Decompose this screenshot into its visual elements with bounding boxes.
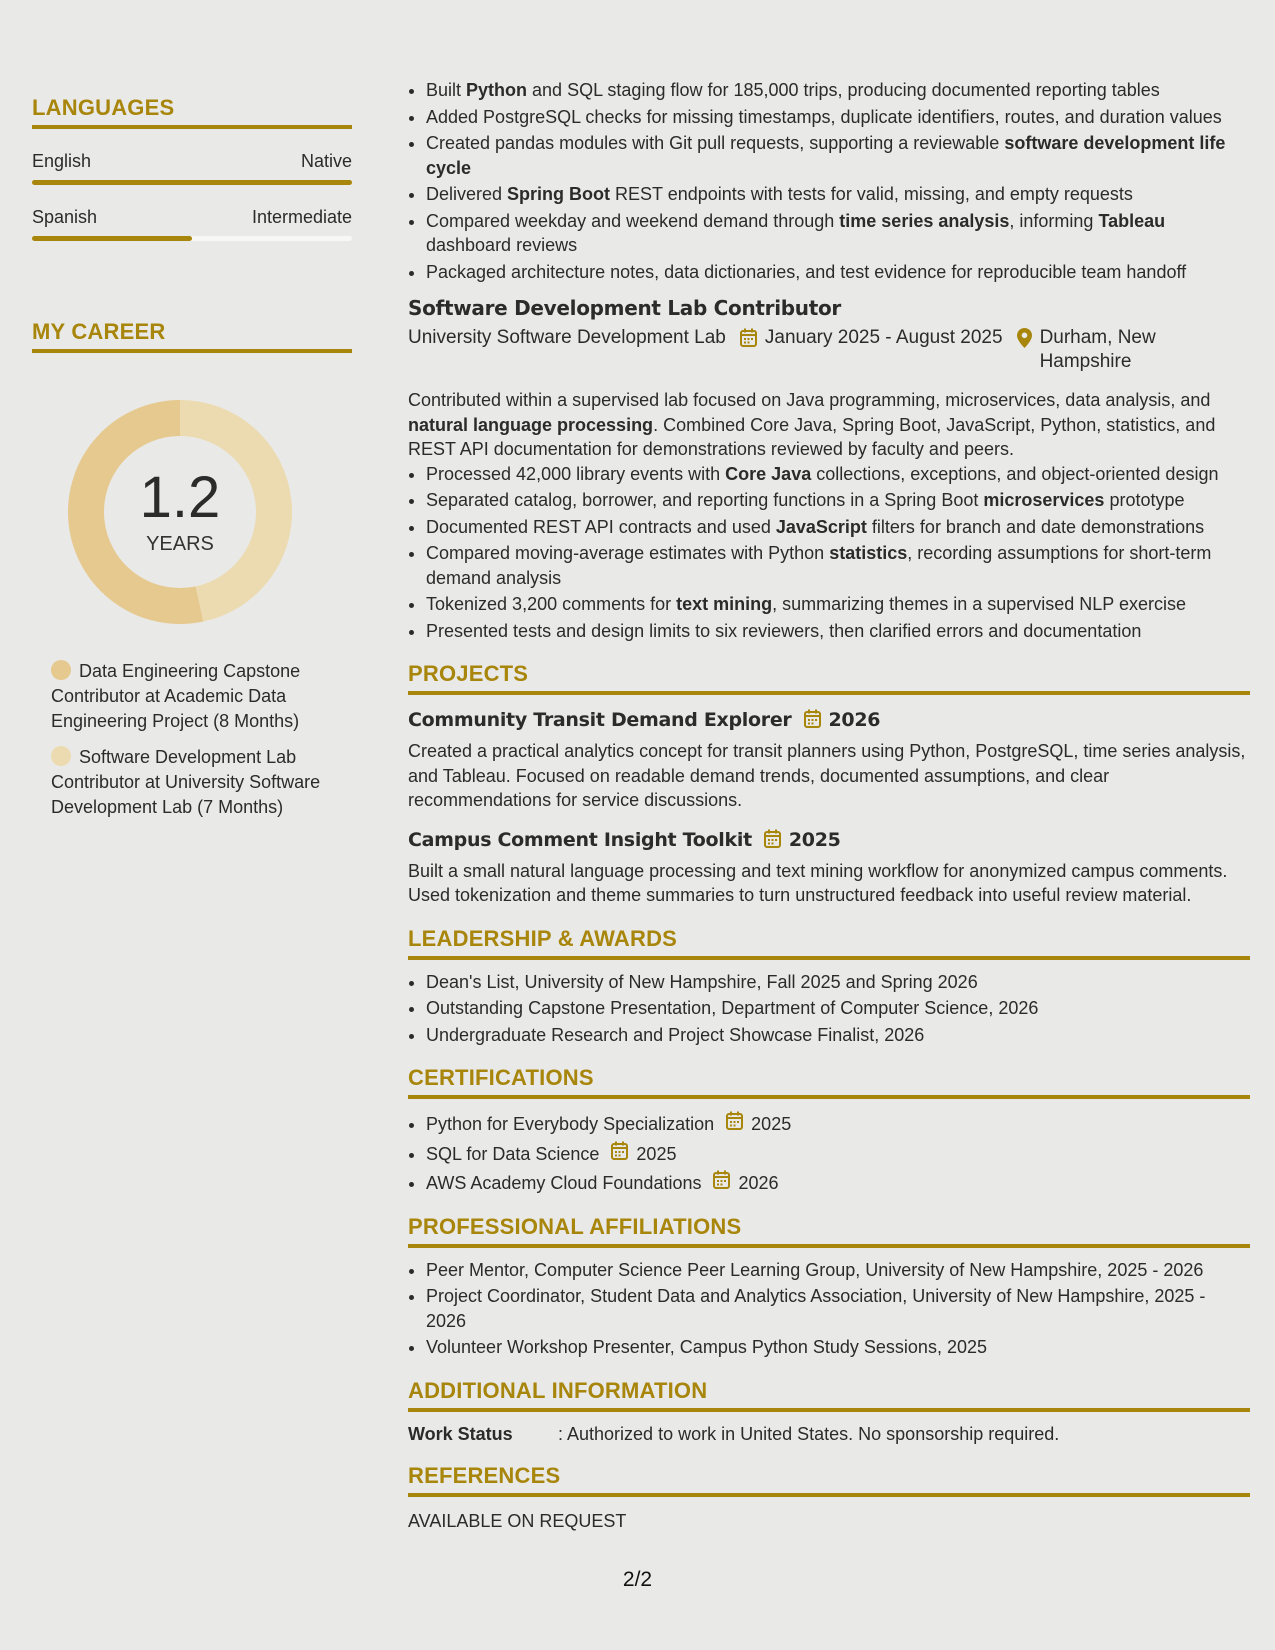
job-title: Software Development Lab Contributor bbox=[408, 296, 841, 320]
text-run: Delivered bbox=[426, 184, 508, 204]
text-run: Added PostgreSQL checks for missing timestamps, duplicate identifiers, routes, and duration values bbox=[426, 106, 1222, 127]
text-run: Built bbox=[426, 80, 467, 100]
work-status-label: Work Status bbox=[408, 1423, 513, 1444]
job-dates: January 2025 - August 2025 bbox=[740, 326, 1003, 374]
career-legend-label: Data Engineering Capstone Contributor at Academic Data Engineering Project (8 Months) bbox=[51, 661, 301, 731]
text-run: prototype bbox=[1104, 490, 1185, 510]
awards-section bbox=[408, 926, 1250, 1048]
calendar-icon bbox=[726, 1111, 743, 1137]
certification-name: SQL for Data Science bbox=[426, 1143, 600, 1164]
project-description: Created a practical analytics concept for transit planners using Python, PostgreSQL, time series analysis, and Tableau. Focused on readable demand trends, documented assumptions, and clear recommendations for service discussions. bbox=[408, 741, 1246, 810]
career-legend bbox=[32, 659, 322, 820]
career-legend-label: Software Development Lab Contributor at University Software Development Lab (7 Months) bbox=[51, 747, 321, 817]
job-description bbox=[408, 388, 1250, 462]
text-run: and SQL staging flow for 185,000 trips, producing documented reporting tables bbox=[527, 80, 1160, 100]
project-year-text: 2025 bbox=[788, 828, 841, 851]
list-item: • Peer Mentor, Computer Science Peer Learning Group, University of New Hampshire, 2025 - 2026 bbox=[426, 1258, 1250, 1283]
text-run: Contributed within a supervised lab focused on Java programming, microservices, data analysis, and bbox=[408, 390, 1211, 410]
location-pin-icon bbox=[1017, 328, 1032, 355]
language-proficiency-bar bbox=[32, 236, 352, 241]
legend-dot-icon bbox=[51, 660, 71, 680]
work-status-row bbox=[408, 1424, 1250, 1445]
language-item bbox=[32, 207, 352, 241]
text-run: Separated catalog, borrower, and reporting functions in a Spring Boot bbox=[426, 490, 984, 510]
work-status-value: : Authorized to work in United States. No sponsorship required. bbox=[558, 1423, 1060, 1444]
experience-2-bullets bbox=[408, 462, 1250, 644]
certification-item bbox=[426, 1139, 1250, 1167]
certifications-heading: CERTIFICATIONS bbox=[408, 1065, 1250, 1099]
project-year-text: 2026 bbox=[828, 709, 881, 731]
list-item bbox=[426, 488, 1250, 513]
certification-year bbox=[726, 1114, 791, 1134]
affiliations-section bbox=[408, 1214, 1250, 1360]
text-run: Tokenized 3,200 comments for bbox=[426, 594, 677, 614]
list-item bbox=[426, 592, 1250, 617]
references-text: AVAILABLE ON REQUEST bbox=[408, 1510, 627, 1531]
career-total-years: 1.2 bbox=[139, 465, 221, 530]
list-item bbox=[426, 209, 1250, 258]
list-item: • Undergraduate Research and Project Showcase Finalist, 2026 bbox=[426, 1023, 1250, 1048]
bold-text: microservices bbox=[983, 490, 1105, 510]
list-item bbox=[426, 182, 1250, 207]
languages-list bbox=[32, 151, 352, 241]
certification-item bbox=[426, 1168, 1250, 1196]
affiliations-heading: PROFESSIONAL AFFILIATIONS bbox=[408, 1214, 1250, 1248]
text-run: Created pandas modules with Git pull requests, supporting a reviewable bbox=[426, 133, 1005, 153]
certification-year bbox=[611, 1144, 676, 1164]
text-run: Packaged architecture notes, data dictionaries, and test evidence for reproducible team handoff bbox=[426, 261, 1187, 282]
bold-text: Tableau bbox=[1098, 210, 1166, 231]
language-proficiency-fill bbox=[32, 236, 192, 241]
projects-list bbox=[408, 707, 1250, 908]
bold-text: time series analysis bbox=[839, 210, 1010, 231]
career-legend-item bbox=[51, 659, 322, 734]
bold-text: Core Java bbox=[725, 463, 812, 484]
bold-text: software development life cycle bbox=[426, 133, 1226, 178]
list-item: • Volunteer Workshop Presenter, Campus Python Study Sessions, 2025 bbox=[426, 1335, 1250, 1360]
list-item: • Outstanding Capstone Presentation, Department of Computer Science, 2026 bbox=[426, 996, 1250, 1021]
text-run: REST endpoints with tests for valid, missing, and empty requests bbox=[610, 184, 1133, 204]
calendar-icon bbox=[713, 1170, 730, 1196]
awards-heading: LEADERSHIP & AWARDS bbox=[408, 926, 1250, 960]
calendar-icon bbox=[764, 829, 781, 853]
additional-heading: ADDITIONAL INFORMATION bbox=[408, 1378, 1250, 1412]
bold-text: natural language processing bbox=[408, 414, 654, 435]
career-heading: MY CAREER bbox=[32, 319, 352, 353]
project-year bbox=[764, 827, 841, 853]
experience-1-bullets bbox=[408, 78, 1250, 284]
bold-text: JavaScript bbox=[775, 516, 867, 537]
text-run: filters for branch and date demonstrations bbox=[866, 516, 1205, 537]
text-run: Compared weekday and weekend demand through bbox=[426, 210, 840, 231]
text-run: dashboard reviews bbox=[426, 235, 578, 255]
job-location: Durham, New Hampshire bbox=[1017, 326, 1190, 374]
text-run: , informing bbox=[1009, 210, 1099, 231]
career-years-label: YEARS bbox=[146, 533, 214, 555]
certification-name: AWS Academy Cloud Foundations bbox=[426, 1173, 702, 1193]
list-item bbox=[426, 619, 1250, 644]
certification-year-text: 2025 bbox=[751, 1114, 792, 1134]
project-year bbox=[804, 707, 881, 733]
project-description: Built a small natural language processing and text mining workflow for anonymized campus comments. Used tokenization and theme summaries to turn unstructured feedback into useful review material. bbox=[408, 860, 1228, 905]
calendar-icon bbox=[740, 328, 757, 354]
list-item bbox=[426, 541, 1250, 590]
projects-heading: PROJECTS bbox=[408, 661, 1250, 695]
list-item bbox=[426, 515, 1250, 540]
text-run: Documented REST API contracts and used bbox=[426, 516, 776, 537]
text-run: Processed 42,000 library events with bbox=[426, 463, 726, 484]
list-item bbox=[426, 131, 1250, 180]
certification-name: Python for Everybody Specialization bbox=[426, 1114, 715, 1134]
calendar-icon bbox=[611, 1141, 628, 1167]
calendar-icon bbox=[804, 709, 821, 733]
career-donut-chart bbox=[65, 397, 295, 627]
job-meta bbox=[408, 326, 1250, 374]
left-column bbox=[32, 95, 352, 831]
additional-section bbox=[408, 1378, 1250, 1445]
language-name: Spanish bbox=[32, 207, 98, 227]
bold-text: text mining bbox=[676, 594, 773, 614]
project-name: Campus Comment Insight Toolkit bbox=[408, 828, 752, 851]
languages-heading: LANGUAGES bbox=[32, 95, 352, 129]
language-proficiency-bar bbox=[32, 180, 352, 185]
list-item: • Dean's List, University of New Hampshire, Fall 2025 and Spring 2026 bbox=[426, 970, 1250, 995]
list-item bbox=[426, 260, 1250, 285]
bold-text: Python bbox=[466, 80, 528, 100]
references-section bbox=[408, 1463, 1250, 1532]
projects-section bbox=[408, 661, 1250, 908]
text-run: collections, exceptions, and object-oriented design bbox=[811, 463, 1219, 484]
project-name: Community Transit Demand Explorer bbox=[408, 709, 792, 731]
list-item bbox=[426, 78, 1250, 103]
list-item bbox=[426, 462, 1250, 487]
language-name: English bbox=[32, 151, 92, 171]
language-row bbox=[32, 151, 352, 172]
language-item bbox=[32, 151, 352, 185]
affiliations-list bbox=[408, 1258, 1250, 1360]
project-title bbox=[408, 707, 1250, 733]
text-run: , recording assumptions for short-term demand analysis bbox=[426, 543, 1212, 588]
legend-dot-icon bbox=[51, 746, 71, 766]
text-run: Presented tests and design limits to six reviewers, then clarified errors and documentation bbox=[426, 620, 1142, 641]
certification-year-text: 2025 bbox=[636, 1143, 677, 1164]
career-legend-item bbox=[51, 745, 322, 820]
language-level: Intermediate bbox=[251, 207, 352, 227]
certification-year bbox=[713, 1173, 778, 1193]
list-item: • Project Coordinator, Student Data and Analytics Association, University of New Hampshire, 2025 - 2026 bbox=[426, 1284, 1250, 1333]
bold-text: statistics bbox=[829, 543, 908, 563]
list-item bbox=[426, 105, 1250, 130]
job-organization: University Software Development Lab bbox=[408, 327, 726, 348]
awards-list bbox=[408, 970, 1250, 1048]
language-proficiency-fill bbox=[32, 180, 352, 185]
certifications-list bbox=[408, 1109, 1250, 1196]
certifications-section bbox=[408, 1065, 1250, 1196]
bold-text: Spring Boot bbox=[507, 184, 611, 204]
certification-year-text: 2026 bbox=[738, 1173, 779, 1193]
text-run: , summarizing themes in a supervised NLP exercise bbox=[772, 594, 1186, 614]
right-column bbox=[408, 78, 1250, 1532]
page-number: 2/2 bbox=[622, 1568, 653, 1591]
language-level: Native bbox=[300, 151, 352, 171]
project-title bbox=[408, 827, 1250, 853]
language-row bbox=[32, 207, 352, 228]
references-heading: REFERENCES bbox=[408, 1463, 1250, 1497]
text-run: . Combined Core Java, Spring Boot, JavaScript, Python, statistics, and REST API documentation for demonstrations reviewed by faculty and peers. bbox=[408, 414, 1216, 459]
certification-item bbox=[426, 1109, 1250, 1137]
text-run: Compared moving-average estimates with Python bbox=[426, 543, 830, 563]
